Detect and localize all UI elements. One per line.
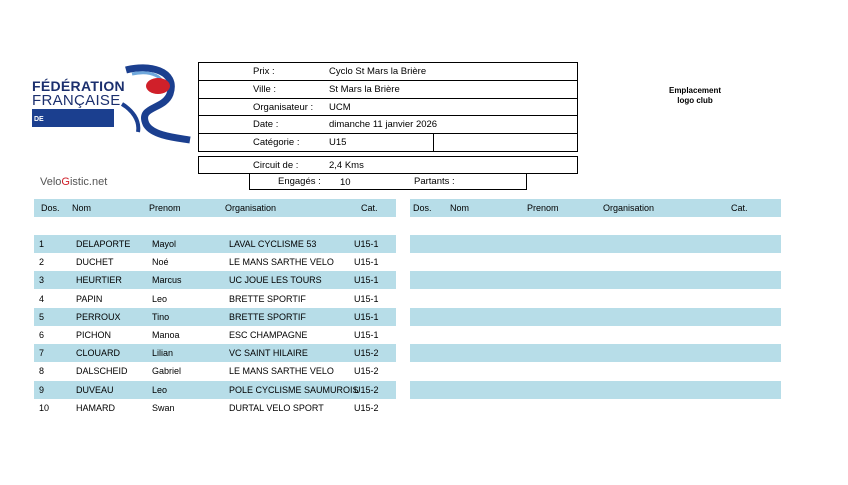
row-organisation: UC JOUE LES TOURS	[229, 275, 322, 286]
row-organisation: LAVAL CYCLISME 53	[229, 239, 317, 249]
row-prenom: Manoa	[152, 330, 180, 340]
ffc-logo	[32, 64, 197, 144]
row-organisation: POLE CYCLISME SAUMUROIS	[229, 384, 359, 395]
table-row	[34, 399, 396, 417]
row-dos: 4	[39, 293, 45, 304]
header-organisation-right: Organisation	[603, 203, 655, 213]
row-nom: DUCHET	[76, 257, 114, 268]
table-row	[34, 271, 396, 289]
categorie-divider	[433, 134, 434, 151]
row-dos: 8	[39, 366, 45, 377]
logo-line1: FÉDÉRATION	[32, 78, 125, 94]
row-dos: 5	[39, 311, 45, 322]
row-cat: U15-1	[354, 311, 379, 322]
logo-line3: CYCLISME	[32, 128, 105, 144]
info-row-categorie: Catégorie : U15	[199, 134, 577, 151]
table-row	[34, 344, 396, 362]
header-cat: Cat.	[361, 203, 378, 213]
row-organisation: BRETTE SPORTIF	[229, 293, 306, 304]
row-prenom: Noé	[152, 257, 169, 268]
row-organisation: VC SAINT HILAIRE	[229, 348, 308, 359]
table-row	[34, 235, 396, 253]
row-prenom: Leo	[152, 293, 168, 304]
row-nom: DUVEAU	[76, 384, 114, 395]
empty-table-row	[410, 271, 781, 289]
row-organisation: DURTAL VELO SPORT	[229, 402, 324, 413]
row-cat: U15-1	[354, 330, 379, 340]
header-organisation: Organisation	[225, 203, 277, 213]
empty-table-row	[410, 308, 781, 326]
row-nom: PERROUX	[76, 311, 121, 322]
left-table-header	[34, 199, 396, 217]
header-prenom: Prenom	[149, 203, 181, 213]
engages-box	[249, 173, 527, 190]
ffc-emblem-icon	[118, 64, 198, 144]
club-logo-placeholder: Emplacement logo club	[668, 86, 722, 105]
row-prenom: Lilian	[152, 348, 174, 359]
info-row-date: Date : dimanche 11 janvier 2026	[199, 116, 577, 134]
row-cat: U15-1	[354, 275, 379, 286]
row-dos: 6	[39, 330, 45, 340]
row-nom: HEURTIER	[76, 275, 122, 286]
row-prenom: Mayol	[152, 239, 177, 249]
info-row-organisateur: Organisateur : UCM	[199, 99, 577, 117]
row-cat: U15-2	[354, 402, 379, 413]
table-row	[34, 381, 396, 399]
empty-table-row	[410, 344, 781, 362]
row-cat: U15-2	[354, 348, 379, 359]
row-prenom: Leo	[152, 384, 168, 395]
header-nom-right: Nom	[450, 203, 470, 213]
empty-table-row	[410, 381, 781, 399]
circuit-label: Circuit de :	[253, 160, 299, 171]
velogistic-link[interactable]: VeloGistic.net	[40, 176, 108, 188]
partants-label: Partants :	[414, 176, 455, 187]
header-dos-right: Dos.	[413, 203, 432, 213]
row-organisation: LE MANS SARTHE VELO	[229, 366, 334, 377]
header-cat-right: Cat.	[731, 203, 748, 213]
row-nom: HAMARD	[76, 402, 116, 413]
engages-value: 10	[340, 177, 351, 188]
row-cat: U15-1	[354, 293, 379, 304]
logo-de: DE	[34, 115, 44, 123]
row-nom: DALSCHEID	[76, 366, 128, 377]
header-prenom-right: Prenom	[527, 203, 559, 213]
header-nom: Nom	[72, 203, 92, 213]
table-row	[34, 362, 396, 380]
circuit-value: 2,4 Kms	[329, 160, 364, 171]
row-prenom: Gabriel	[152, 366, 182, 377]
row-nom: CLOUARD	[76, 348, 121, 359]
header-dos: Dos.	[41, 203, 60, 213]
row-dos: 10	[39, 402, 50, 413]
row-cat: U15-1	[354, 239, 379, 249]
race-info-box	[198, 62, 578, 152]
row-dos: 2	[39, 257, 45, 268]
row-dos: 1	[39, 239, 45, 249]
engages-label: Engagés :	[278, 176, 321, 187]
row-organisation: BRETTE SPORTIF	[229, 311, 306, 322]
row-prenom: Swan	[152, 402, 175, 413]
row-dos: 3	[39, 275, 45, 286]
row-nom: DELAPORTE	[76, 239, 131, 249]
row-cat: U15-2	[354, 366, 379, 377]
row-dos: 9	[39, 384, 45, 395]
logo-line2: FRANÇAISE	[32, 92, 121, 109]
row-organisation: ESC CHAMPAGNE	[229, 330, 308, 340]
table-row	[34, 326, 396, 344]
logo-band	[32, 109, 114, 144]
row-prenom: Marcus	[152, 275, 182, 286]
row-dos: 7	[39, 348, 45, 359]
empty-table-row	[410, 235, 781, 253]
row-nom: PAPIN	[76, 293, 103, 304]
row-prenom: Tino	[152, 311, 170, 322]
info-row-prix: Prix : Cyclo St Mars la Brière	[199, 63, 577, 81]
row-cat: U15-2	[354, 384, 379, 395]
row-cat: U15-1	[354, 257, 379, 268]
circuit-box	[198, 156, 578, 174]
row-nom: PICHON	[76, 330, 112, 340]
table-row	[34, 253, 396, 271]
table-row	[34, 308, 396, 326]
row-organisation: LE MANS SARTHE VELO	[229, 257, 334, 268]
table-row	[34, 290, 396, 308]
right-table-header	[410, 199, 781, 217]
info-row-ville: Ville : St Mars la Brière	[199, 81, 577, 99]
